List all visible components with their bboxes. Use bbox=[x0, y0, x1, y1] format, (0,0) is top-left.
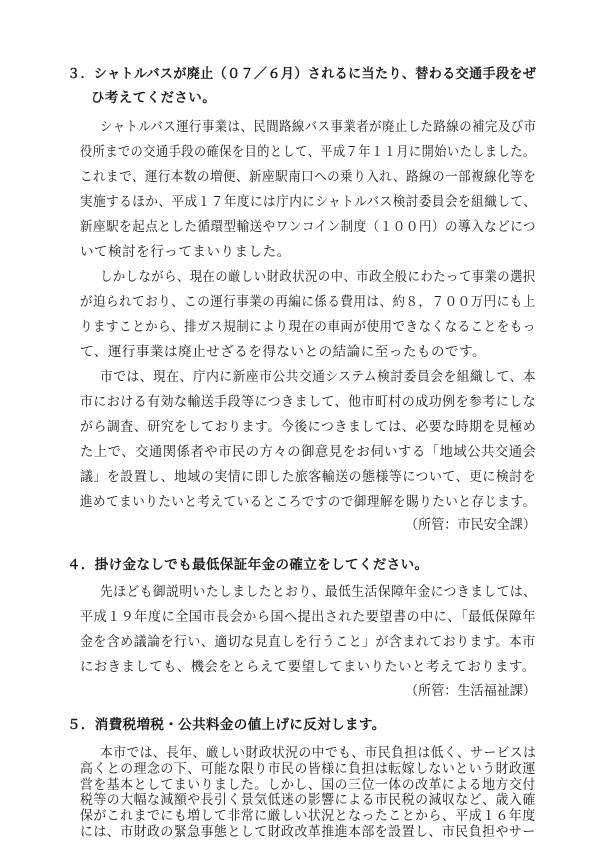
section-3-body-line: て、運行事業は廃止せざるを得ないとの結論に至ったものです。 bbox=[80, 344, 487, 360]
section-4-body-line: 先ほども御説明いたしましたとおり、最低生活保障年金につきましては、 bbox=[100, 584, 537, 600]
section-5-body-line: 本市では、長年、厳しい財政状況の中でも、市民負担は低く、サービスは bbox=[100, 745, 537, 761]
section-3-body-line: がら調査、研究をしております。今後につきましては、必要な時期を見極め bbox=[80, 419, 537, 435]
section-3-body-line: が迫られており、この運行事業の再編に係る費用は、約８，７００万円にも上 bbox=[80, 294, 536, 310]
section-5-body-line: 営を基本としてまいりました。しかし、国の三位一体の改革による地方交付 bbox=[80, 776, 536, 793]
section-5-title: ５．消費税増税・公共料金の値上げに反対します。 bbox=[67, 717, 386, 733]
section-4-department: （所管：生活福祉課） bbox=[405, 683, 537, 699]
section-4-body-line: 金を含め議論を行い、適切な見直しを行うこと」が含まれております。本市 bbox=[80, 634, 536, 650]
section-5-body-line: 高くとの理念の下、可能な限り市民の皆様に負担は転嫁しないという財政運 bbox=[80, 760, 536, 777]
section-3-body-line: 市における有効な輸送手段等につきまして、他市町村の成功例を参考にしな bbox=[80, 394, 537, 410]
section-3-body-line: しかしながら、現在の厳しい財政状況の中、市政全般にわたって事業の選択 bbox=[100, 269, 536, 285]
section-3-department: （所管：市民安全課） bbox=[405, 517, 537, 533]
section-3-body-line: 実施するほか、平成１７年度には庁内にシャトルバス検討委員会を組織して、 bbox=[80, 194, 537, 210]
section-4-title: ４．掛け金なしでも最低保証年金の確立をしてください。 bbox=[67, 557, 429, 573]
section-3-title-line-1: ３．シャトルバスが廃止（０７／６月）されるに当たり、替わる交通手段をぜ bbox=[67, 66, 537, 82]
section-4-body-line: におきましても、機会をとらえて要望してまいりたいと考えております。 bbox=[80, 659, 536, 675]
section-5-body-line: には、市財政の緊急事態として財政改革推進本部を設置し、市民負担やサー bbox=[80, 824, 536, 840]
section-3-body-line: りますことから、排ガス規制により現在の車両が使用できなくなることをもっ bbox=[80, 319, 536, 335]
section-3-body-line: 進めてまいりたいと考えているところですので御理解を賜りたいと存じます。 bbox=[80, 494, 536, 510]
section-3-body-line: 市では、現在、庁内に新座市公共交通システム検討委員会を組織して、本 bbox=[100, 369, 537, 385]
section-3-body-line: 議」を設置し、地域の実情に即した旅客輸送の態様等について、更に検討を bbox=[80, 469, 537, 485]
section-3-body-line: いて検討を行ってまいりました。 bbox=[80, 244, 291, 260]
section-3-title-line-2: ひ考えてください。 bbox=[91, 90, 217, 106]
section-3-body-line: シャトルバス運行事業は、民間路線バス事業者が廃止した路線の補完及び市 bbox=[100, 119, 537, 135]
section-3-body-line: これまで、運行本数の増便、新座駅南口への乗り入れ、路線の一部複線化等を bbox=[80, 169, 537, 185]
section-3-body-line: 役所までの交通手段の確保を目的として、平成７年１１月に開始いたしました。 bbox=[80, 144, 536, 160]
section-5-body-line: 税等の大幅な減額や長引く景気低迷の影響による市民税の減収など、歳入確 bbox=[80, 792, 536, 809]
section-3-body-line: た上で、交通関係者や市民の方々の御意見をお伺いする「地域公共交通会 bbox=[80, 444, 537, 460]
section-4-body-line: 平成１９年度に全国市長会から国へ提出された要望書の中に、「最低保障年 bbox=[80, 609, 536, 625]
section-3-body-line: 新座駅を起点とした循環型輸送やワンコイン制度（１００円）の導入などにつ bbox=[80, 219, 537, 235]
section-5-body-line: 保がこれまでにも増して非常に厳しい状況となったことから、平成１６年度 bbox=[80, 808, 536, 825]
